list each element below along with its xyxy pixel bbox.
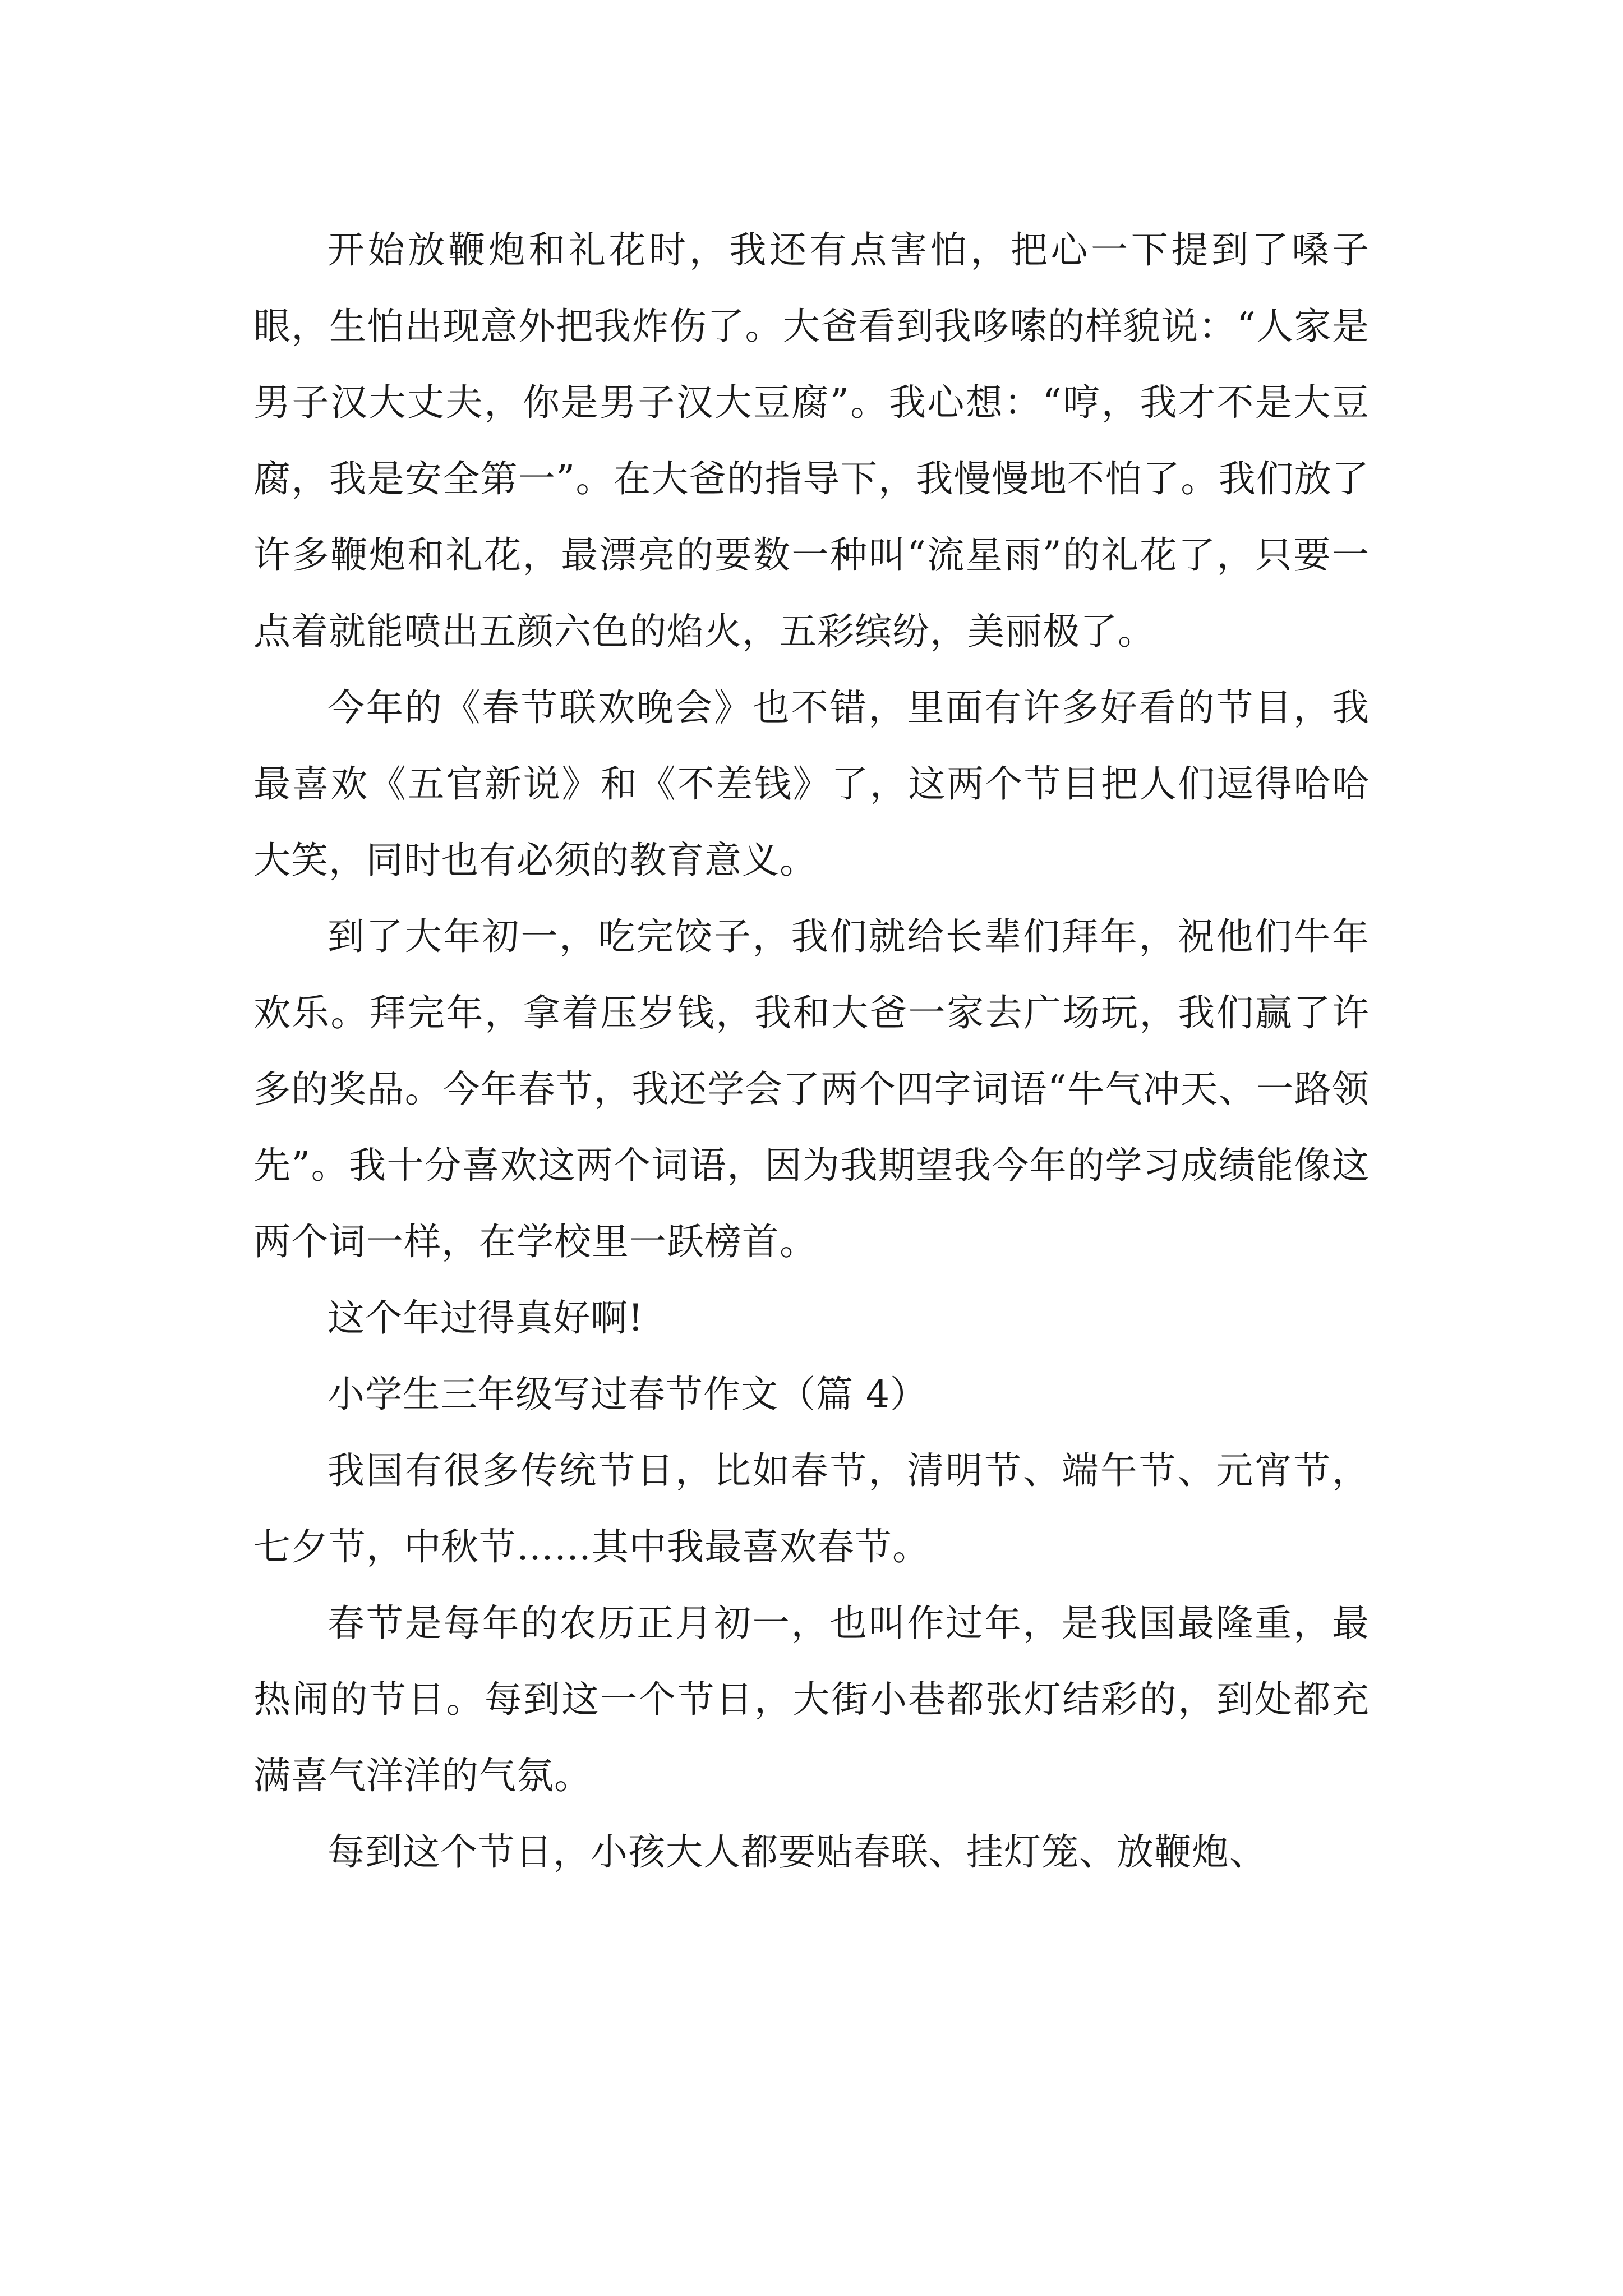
- paragraph-spring-festival: 春节是每年的农历正月初一，也叫作过年，是我国最隆重，最热闹的节日。每到这一个节日，大街小巷都张灯结彩的，到处都充满喜气洋洋的气氛。: [253, 1602, 1370, 1797]
- paragraph-customs: 每到这个节日，小孩大人都要贴春联、挂灯笼、放鞭炮、: [328, 1830, 1267, 1874]
- paragraph-spring-gala: 今年的《春节联欢晚会》也不错，里面有许多好看的节目，我最喜欢《五官新说》和《不差钱》了，这两个节目把人们逗得哈哈大笑，同时也有必须的教育意义。: [253, 686, 1370, 882]
- paragraph-festivals: 我国有很多传统节日，比如春节，清明节、端午节、元宵节，七夕节，中秋节……其中我最喜欢春节。: [253, 1449, 1370, 1568]
- essay-heading: 小学生三年级写过春节作文（篇 4）: [328, 1373, 928, 1416]
- document-body: [253, 212, 1370, 1890]
- paragraph-firecrackers: 开始放鞭炮和礼花时，我还有点害怕，把心一下提到了嗓子眼，生怕出现意外把我炸伤了。大爸看到我哆嗦的样貌说：“人家是男子汉大丈夫，你是男子汉大豆腐”。我心想：“哼，我才不是大豆腐，我是安全第一”。在大爸的指导下，我慢慢地不怕了。我们放了许多鞭炮和礼花，最漂亮的要数一种叫“流星雨”的礼花了，只要一点着就能喷出五颜六色的焰火，五彩缤纷，美丽极了。: [253, 228, 1370, 653]
- paragraph-new-year-day: 到了大年初一，吃完饺子，我们就给长辈们拜年，祝他们牛年欢乐。拜完年，拿着压岁钱，我和大爸一家去广场玩，我们赢了许多的奖品。今年春节，我还学会了两个四字词语“牛气冲天、一路领先”。我十分喜欢这两个词语，因为我期望我今年的学习成绩能像这两个词一样，在学校里一跃榜首。: [253, 915, 1370, 1263]
- paragraph-closing: 这个年过得真好啊!: [328, 1296, 644, 1340]
